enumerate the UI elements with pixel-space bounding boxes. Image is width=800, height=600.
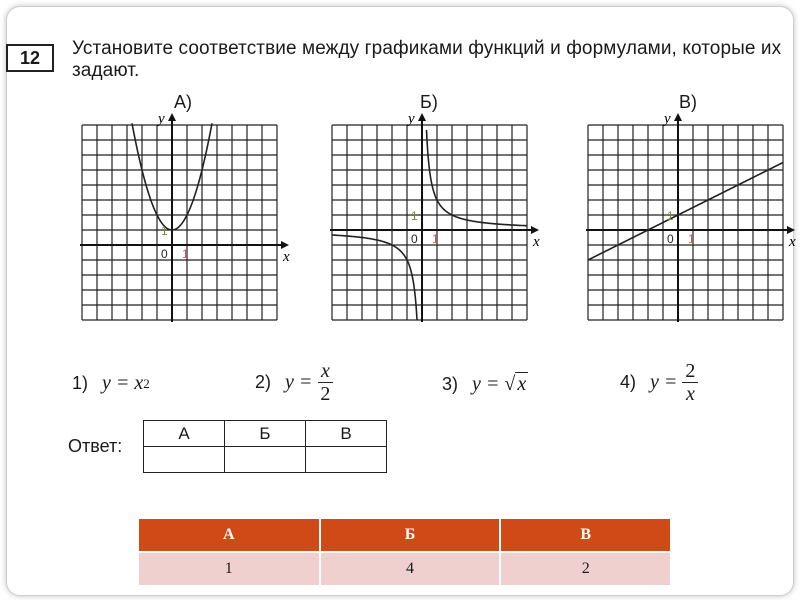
answer-table	[143, 420, 387, 473]
formula-3	[442, 372, 528, 396]
solution-value-v: 2	[500, 552, 670, 585]
graph-a-origin-label: 0	[161, 247, 168, 261]
graph-a-y-axis-label: y	[158, 111, 165, 127]
formula-4-lhs: y =	[650, 371, 678, 393]
graph-v-label: В)	[679, 92, 697, 112]
graph-v-grid	[586, 113, 795, 322]
formula-2-fraction	[317, 360, 333, 405]
graph-v-origin-label: 0	[667, 232, 674, 246]
formula-2-number: 2)	[255, 372, 272, 392]
solution-header-a: А	[139, 519, 320, 552]
graph-v-tick-x-label: 1	[688, 232, 695, 246]
solution-value-b: 4	[320, 552, 501, 585]
formula-2	[255, 360, 333, 405]
answer-header-a: А	[144, 421, 225, 447]
formula-1-lhs: y =	[102, 372, 130, 394]
graph-v-y-axis-label: y	[664, 111, 671, 127]
formula-4	[620, 360, 698, 405]
answer-input-row	[144, 447, 387, 473]
formula-3-number: 3)	[442, 373, 459, 394]
graph-b-x-axis-label: x	[533, 234, 540, 250]
task-statement: Установите соответствие между графиками функций и формулами, которые их задают.	[72, 38, 782, 81]
graph-b-curve-negative	[332, 235, 417, 320]
answer-label: Ответ:	[68, 436, 123, 456]
formula-1	[72, 372, 150, 395]
formula-4-number: 4)	[620, 372, 637, 392]
graph-a-tick-y-label: 1	[161, 224, 168, 238]
formula-1-number: 1)	[72, 373, 89, 393]
graph-a-tick-x-label: 1	[182, 247, 189, 261]
formula-2-denominator: 2	[320, 383, 331, 405]
formula-2-numerator: x	[318, 360, 333, 383]
answer-cell-a[interactable]	[144, 447, 225, 473]
y-axis-arrow	[674, 113, 682, 121]
graph-b-grid	[330, 113, 539, 322]
graph-b	[332, 110, 542, 330]
graph-v-x-axis-label: x	[789, 234, 796, 250]
x-axis-arrow	[281, 241, 289, 249]
answer-header-b: Б	[225, 421, 306, 447]
graph-b-y-axis-label: y	[408, 111, 415, 127]
formula-4-fraction	[682, 360, 698, 405]
graph-b-label: Б)	[420, 92, 438, 112]
graph-b-tick-y-label: 1	[411, 209, 418, 223]
solution-header-v: В	[500, 519, 670, 552]
answer-header-row	[144, 421, 387, 447]
graph-b-tick-x-label: 1	[432, 232, 439, 246]
formula-4-denominator: x	[685, 383, 695, 405]
graph-a-grid	[80, 113, 289, 322]
formula-1-power: 2	[143, 375, 150, 391]
y-axis-arrow	[168, 113, 176, 121]
formula-1-base: x	[134, 372, 144, 394]
task-number: 12	[6, 44, 54, 72]
solution-table	[139, 519, 670, 585]
formula-3-lhs: y =	[472, 372, 500, 395]
graph-b-origin-label: 0	[411, 232, 418, 246]
solution-header-b: Б	[320, 519, 501, 552]
graph-v-tick-y-label: 1	[667, 209, 674, 223]
y-axis-arrow	[418, 113, 426, 121]
graph-v	[588, 110, 798, 330]
answer-header-v: В	[306, 421, 387, 447]
graph-a	[82, 110, 292, 330]
solution-value-row	[139, 552, 670, 585]
formula-3-radical-sign: √	[504, 372, 516, 395]
solution-value-a: 1	[139, 552, 320, 585]
graph-a-label: А)	[174, 92, 192, 112]
graph-a-x-axis-label: x	[283, 249, 290, 265]
x-axis-arrow	[787, 226, 795, 234]
answer-cell-b[interactable]	[225, 447, 306, 473]
x-axis-arrow	[531, 226, 539, 234]
solution-header-row	[139, 519, 670, 552]
formula-4-numerator: 2	[682, 360, 698, 383]
answer-cell-v[interactable]	[306, 447, 387, 473]
formula-3-radicand: x	[517, 373, 527, 395]
formula-2-lhs: y =	[285, 371, 313, 393]
